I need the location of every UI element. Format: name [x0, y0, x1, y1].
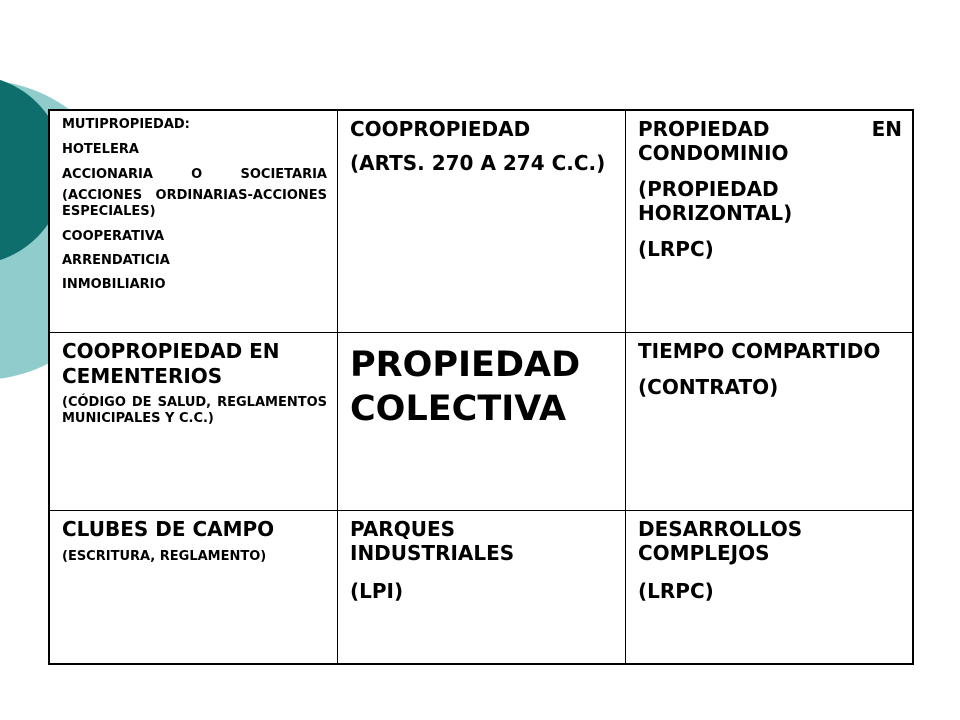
cell-tiempo-compartido — [626, 333, 912, 511]
cell-subtitle: (PROPIEDAD HORIZONTAL) — [638, 177, 793, 225]
cell-title: CLUBES DE CAMPO — [62, 517, 275, 541]
cell-title: TIEMPO COMPARTIDO — [638, 339, 881, 363]
cell-parques-industriales — [338, 511, 626, 663]
cell-copropiedad — [338, 111, 626, 333]
cell-line: COOPERATIVA — [62, 229, 165, 244]
cell-title: PROPIEDAD EN CONDOMINIO — [638, 117, 902, 165]
cell-subtitle: (LRPC) — [638, 579, 714, 603]
cell-title: PARQUES INDUSTRIALES — [350, 517, 515, 565]
cell-subtitle: (CONTRATO) — [638, 375, 779, 399]
cell-clubes-campo — [50, 511, 338, 663]
cell-condominio — [626, 111, 912, 333]
cell-title: COOPROPIEDAD EN CEMENTERIOS — [62, 339, 280, 388]
cell-subtitle: (ARTS. 270 A 274 C.C.) — [350, 151, 606, 175]
cell-line: (ACCIONES ORDINARIAS-ACCIONES ESPECIALES) — [62, 188, 327, 219]
cell-line: MUTIPROPIEDAD: — [62, 117, 190, 132]
cell-line: ARRENDATICIA — [62, 253, 170, 268]
cell-line: HOTELERA — [62, 142, 139, 157]
cell-note: (CÓDIGO DE SALUD, REGLAMENTOS MUNICIPALES Y C.C.) — [62, 395, 327, 426]
cell-desarrollos-complejos — [626, 511, 912, 663]
property-types-table — [48, 109, 914, 665]
cell-propiedad-colectiva — [338, 333, 626, 511]
cell-cementerios — [50, 333, 338, 511]
cell-multipropiedad — [50, 111, 338, 333]
cell-subtitle: (LPI) — [350, 579, 404, 603]
cell-title: DESARROLLOS COMPLEJOS — [638, 517, 803, 565]
cell-line: INMOBILIARIO — [62, 277, 166, 292]
cell-note: (ESCRITURA, REGLAMENTO) — [62, 549, 267, 564]
cell-title-main: PROPIEDAD COLECTIVA — [350, 345, 581, 429]
cell-law: (LRPC) — [638, 237, 714, 261]
cell-line: ACCIONARIA O SOCIETARIA — [62, 167, 327, 182]
cell-title: COOPROPIEDAD — [350, 117, 531, 141]
